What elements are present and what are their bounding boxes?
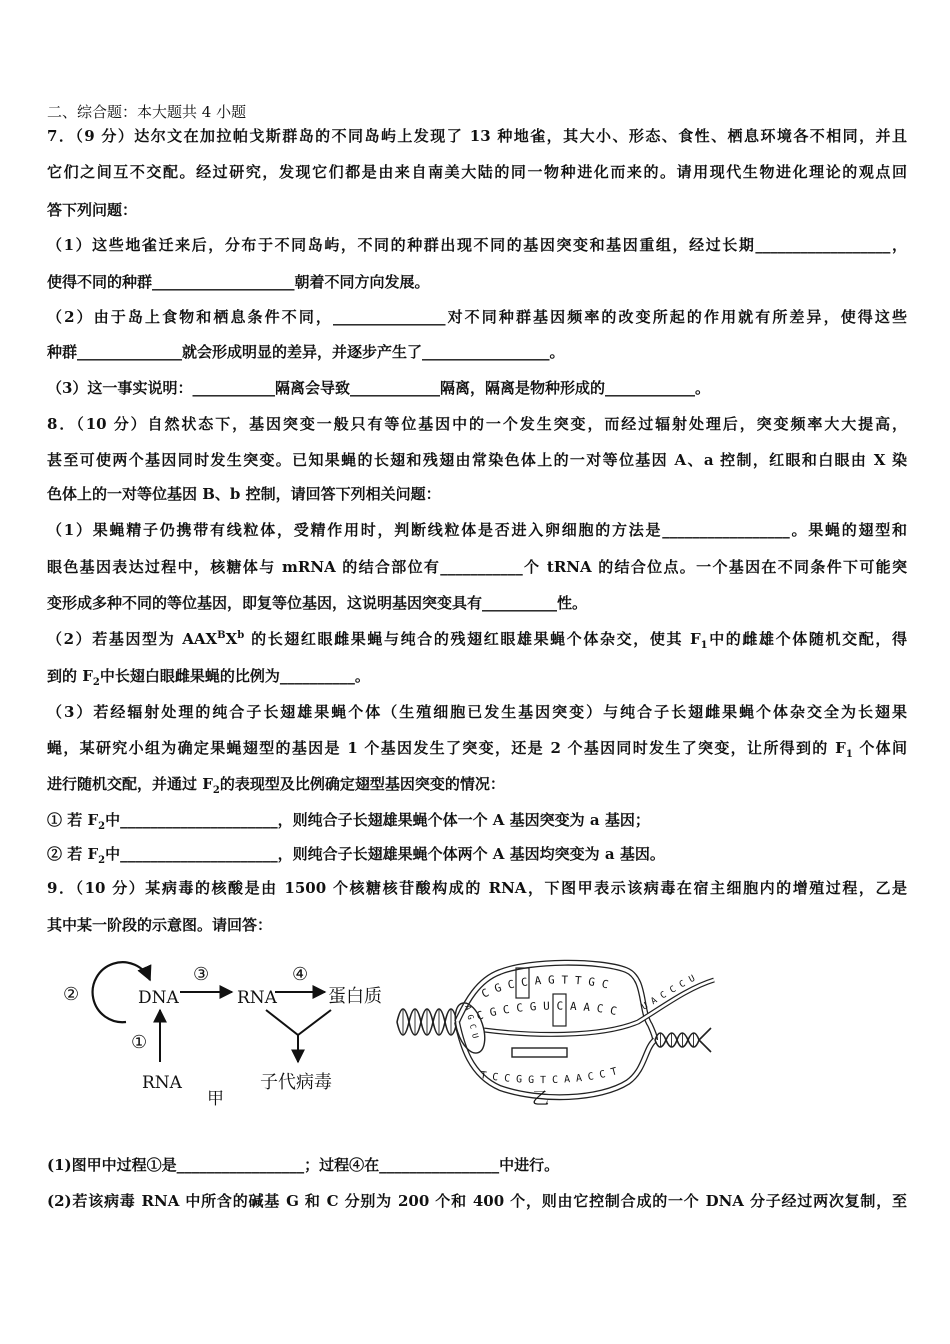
dna-template-strand-bases <box>479 1066 618 1086</box>
q8-part3-text-c: 进行随机交配，并通过 F <box>47 775 213 793</box>
rna-exit-bases-path: U A C C C U <box>640 973 697 1013</box>
f2-subscript: 2 <box>98 821 106 831</box>
q8-part2-text-f: 中长翅白眼雌果蝇的比例为__________。 <box>99 667 370 685</box>
f2-subscript: 2 <box>98 855 106 865</box>
q8-part2-text-a: （2）若基因型为 AAX <box>47 630 218 648</box>
q8-case2-text-b: 中_____________________，则纯合子长翅雄果蝇个体两个 A 基因均突变为 a 基因。 <box>105 845 665 863</box>
assembly-y-lines <box>266 1010 331 1035</box>
enzyme-bar <box>512 1048 567 1057</box>
q8-part3-line-1: （3）若经辐射处理的纯合子长翅雄果蝇个体（生殖细胞已发生基因突变）与纯合子长翅雌果蝇个体杂交全为长翅果 <box>47 703 907 721</box>
q8-part1-line-2: 眼色基因表达过程中，核糖体与 mRNA 的结合部位有___________个 tRNA 的结合位点。一个基因在不同条件下可能突 <box>47 558 907 576</box>
ellipse-bases-path: A G C U <box>463 1004 480 1040</box>
q8-line-2: 甚至可使两个基因同时发生突变。已知果蝇的长翅和残翅由常染色体上的一对等位基因 A、a 控制，红眼和白眼由 X 染 <box>47 451 907 469</box>
q8-part3-text-b: 个体间 <box>852 739 907 757</box>
ellipse-bases <box>463 1004 480 1039</box>
step-2-label: ② <box>63 984 80 1005</box>
q9-line-1: 9．（10 分）某病毒的核酸是由 1500 个核糖核苷酸构成的 RNA，下图甲表示该病毒在宿主细胞内的增殖过程，乙是 <box>47 879 907 897</box>
left-double-helix <box>397 1009 457 1035</box>
dna-top-strand-bases-path: C G C C A G T T G C <box>479 973 610 1001</box>
q8-part2-text-d: 中的雌雄个体随机交配，得 <box>707 630 907 648</box>
q8-line-1: 8．（10 分）自然状态下，基因突变一般只有等位基因中的一个发生突变，而经过辐射处理后，突变频率大大提高， <box>47 415 907 433</box>
q7-line-2: 它们之间互不交配。经过研究，发现它们都是由来自南美大陆的同一物种进化而来的。请用现代生物进化理论的观点回 <box>47 163 907 181</box>
rna-bases-row <box>475 999 618 1022</box>
jia-caption: 甲 <box>207 1089 224 1109</box>
q7-part1-line-2: 使得不同的种群___________________朝着不同方向发展。 <box>47 273 430 291</box>
f2-subscript: 2 <box>212 785 220 795</box>
dna-label: DNA <box>138 988 179 1008</box>
q8-case2-text-a: ② 若 F <box>47 845 99 863</box>
genotype-sup-b-lower: b <box>237 630 245 641</box>
q8-part2-text-b: X <box>225 630 238 648</box>
q8-part3-line-2 <box>47 737 907 759</box>
q8-case1-text-b: 中_____________________，则纯合子长翅雄果蝇个体一个 A 基因突变为 a 基因； <box>105 811 650 829</box>
q7-line-1: 7．（9 分）达尔文在加拉帕戈斯群岛的不同岛屿上发现了 13 种地雀，其大小、形态、食性、栖息环境各不相同，并且 <box>47 127 907 145</box>
q8-part1-line-3: 变形成多种不同的等位基因，即复等位基因，这说明基因突变具有__________性。 <box>47 594 588 612</box>
q7-part2-line-1: （2）由于岛上食物和栖息条件不同，_______________对不同种群基因频率的改变所起的作用就有所差异，使得这些 <box>47 308 907 326</box>
virus-replication-figure <box>0 940 950 1120</box>
dna-top-strand-bases <box>479 973 609 1000</box>
q8-line-3: 色体上的一对等位基因 B、b 控制，请回答下列相关问题： <box>47 485 441 503</box>
step-3-label: ③ <box>193 964 210 985</box>
f1-subscript: 1 <box>700 640 708 650</box>
q8-part3-text-a: 蝇，某研究小组为确定果蝇翅型的基因是 1 个基因发生了突变，还是 2 个基因同时发生了突变，让所得到的 F <box>47 739 846 757</box>
q8-part3-line-3 <box>47 773 907 795</box>
yi-caption: 乙 <box>532 1089 549 1109</box>
f1-subscript: 1 <box>845 749 853 759</box>
q8-part3-case-2 <box>47 843 907 865</box>
q7-part3-line-1: （3）这一事实说明：___________隔离会导致____________隔离，隔离是物种形成的____________。 <box>47 379 710 397</box>
q8-part3-case-1 <box>47 809 907 831</box>
q8-part2-line-1 <box>47 628 907 650</box>
q8-part2-line-2 <box>47 665 907 687</box>
q8-case1-text-a: ① 若 F <box>47 811 99 829</box>
rna-source-label: RNA <box>142 1073 182 1093</box>
q7-part2-line-2: 种群______________就会形成明显的差异，并逐步产生了_________________。 <box>47 343 565 361</box>
section-heading: 二、综合题：本大题共 4 小题 <box>47 103 247 121</box>
progeny-virus-label: 子代病毒 <box>260 1072 332 1093</box>
protein-label: 蛋白质 <box>328 986 382 1007</box>
rna-label: RNA <box>237 988 277 1008</box>
q9-part2-line: (2)若该病毒 RNA 中所含的碱基 G 和 C 分别为 200 个和 400 个，则由它控制合成的一个 DNA 分子经过两次复制，至 <box>47 1192 907 1210</box>
diagram-jia <box>63 962 382 1109</box>
q7-line-3: 答下列问题： <box>47 201 138 219</box>
q8-part2-text-c: 的长翅红眼雌果蝇与纯合的残翅红眼雄果蝇个体杂交，使其 F <box>244 630 701 648</box>
q7-part1-line-1: （1）这些地雀迁来后，分布于不同岛屿，不同的种群出现不同的基因突变和基因重组，经过长期__________________， <box>47 236 907 254</box>
genotype-sup-b-upper: B <box>217 630 226 641</box>
q9-part1-line: (1)图甲中过程①是_________________；过程④在________________中进行。 <box>47 1156 560 1174</box>
q8-part2-text-e: 到的 F <box>47 667 93 685</box>
dna-template-strand-bases-path: T C C G G T C A A C C T <box>479 1066 619 1087</box>
step-4-label: ④ <box>292 964 309 985</box>
step-1-label: ① <box>131 1032 148 1053</box>
q9-line-2: 其中某一阶段的示意图。请回答： <box>47 916 273 934</box>
q8-part3-text-d: 的表现型及比例确定翅型基因突变的情况： <box>219 775 505 793</box>
right-double-helix <box>655 1028 711 1052</box>
diagram-yi <box>397 963 714 1109</box>
f2-subscript: 2 <box>92 677 100 687</box>
q8-part1-line-1: （1）果蝇精子仍携带有线粒体，受精作用时，判断线粒体是否进入卵细胞的方法是_________________。果蝇的翅型和 <box>47 521 907 539</box>
rna-bases-row-path: C G C C G U C A A C C <box>474 999 618 1023</box>
